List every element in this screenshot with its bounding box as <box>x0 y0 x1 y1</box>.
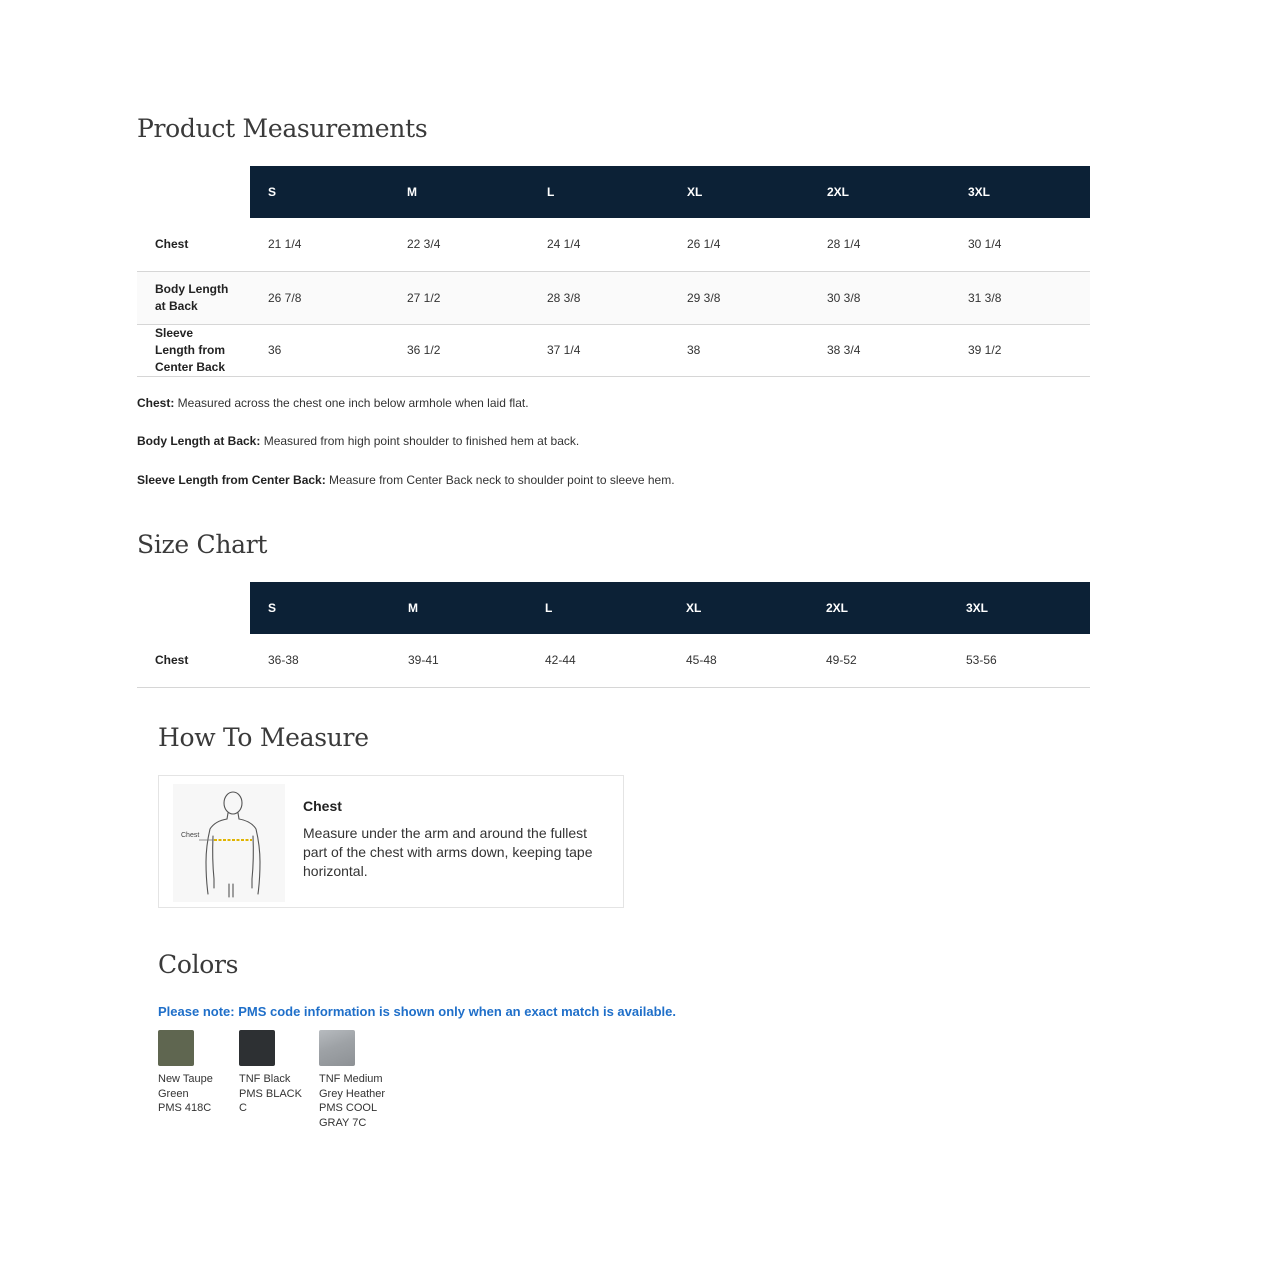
note-term: Sleeve Length from Center Back: <box>137 473 326 487</box>
measure-item-title: Chest <box>303 798 342 814</box>
swatch-color[interactable] <box>158 1030 194 1066</box>
swatch-name-line: Grey Heather <box>319 1087 386 1100</box>
table-cell: 28 3/8 <box>529 271 669 324</box>
swatch-pms-line: PMS BLACK <box>239 1087 302 1100</box>
table-cell: 38 <box>669 324 809 376</box>
table-cell: 31 3/8 <box>950 271 1090 324</box>
table-header-row <box>137 582 1090 634</box>
size-header-s: S <box>250 582 390 634</box>
swatch-label <box>158 1072 230 1116</box>
table-cell: 53-56 <box>948 634 1090 687</box>
swatch-label <box>319 1072 391 1130</box>
size-header-3xl: 3XL <box>948 582 1090 634</box>
swatch-pms-line: PMS 418C <box>158 1102 212 1114</box>
pms-note: Please note: PMS code information is shown only when an exact match is available. <box>158 1004 676 1019</box>
swatch-name-line: TNF Medium <box>319 1073 383 1085</box>
table-cell: 39 1/2 <box>950 324 1090 376</box>
table-cell: 38 3/4 <box>809 324 950 376</box>
table-row <box>137 324 1090 376</box>
size-header-xl: XL <box>669 166 809 218</box>
table-header-row <box>137 166 1090 218</box>
note-sleeve-length <box>137 473 675 487</box>
header-blank-cell <box>137 582 250 634</box>
body-figure-icon <box>173 784 285 902</box>
table-cell: 30 3/8 <box>809 271 950 324</box>
size-header-l: L <box>527 582 668 634</box>
color-swatch-tnf-medium-grey-heather[interactable] <box>319 1030 391 1130</box>
note-text: Measure from Center Back neck to shoulder point to sleeve hem. <box>325 473 675 487</box>
size-header-xl: XL <box>668 582 808 634</box>
size-header-s: S <box>250 166 389 218</box>
table-cell: 36 1/2 <box>389 324 529 376</box>
table-cell: 29 3/8 <box>669 271 809 324</box>
swatch-name-line: New Taupe <box>158 1073 213 1085</box>
table-cell: 36 <box>250 324 389 376</box>
note-text: Measured across the chest one inch below armhole when laid flat. <box>174 396 529 410</box>
note-chest <box>137 396 529 410</box>
note-term: Body Length at Back: <box>137 434 261 448</box>
table-cell: 22 3/4 <box>389 218 529 271</box>
swatch-pms-line: GRAY 7C <box>319 1116 367 1129</box>
table-cell: 45-48 <box>668 634 808 687</box>
product-measurements-heading: Product Measurements <box>137 114 428 143</box>
row-label-sleeve-length: Sleeve Length from Center Back <box>137 324 250 376</box>
size-header-2xl: 2XL <box>808 582 948 634</box>
color-swatch-new-taupe-green[interactable] <box>158 1030 230 1116</box>
measure-item-text: Measure under the arm and around the fullest part of the chest with arms down, keeping tape horizontal. <box>303 825 593 879</box>
swatch-color[interactable] <box>239 1030 275 1066</box>
size-header-m: M <box>389 166 529 218</box>
table-cell: 39-41 <box>390 634 527 687</box>
table-cell: 37 1/4 <box>529 324 669 376</box>
swatch-name-line: TNF Black <box>239 1073 291 1085</box>
swatch-label <box>239 1072 311 1116</box>
product-measurements-table <box>137 166 1090 377</box>
swatch-name-line: Green <box>158 1087 189 1100</box>
table-cell: 28 1/4 <box>809 218 950 271</box>
table-cell: 36-38 <box>250 634 390 687</box>
size-header-2xl: 2XL <box>809 166 950 218</box>
table-cell: 26 7/8 <box>250 271 389 324</box>
table-cell: 21 1/4 <box>250 218 389 271</box>
size-header-m: M <box>390 582 527 634</box>
note-body-length <box>137 434 579 448</box>
table-row <box>137 271 1090 324</box>
row-label-body-length: Body Length at Back <box>137 271 250 324</box>
table-cell: 30 1/4 <box>950 218 1090 271</box>
header-blank-cell <box>137 166 250 218</box>
figure-chest-label: Chest <box>181 832 200 839</box>
table-cell: 24 1/4 <box>529 218 669 271</box>
size-chart-heading: Size Chart <box>137 530 268 559</box>
table-row <box>137 218 1090 271</box>
row-label-chest: Chest <box>137 634 250 687</box>
table-row <box>137 634 1090 687</box>
color-swatch-tnf-black[interactable] <box>239 1030 311 1116</box>
swatch-pms-line: PMS COOL <box>319 1102 378 1114</box>
note-term: Chest: <box>137 396 175 410</box>
table-cell: 27 1/2 <box>389 271 529 324</box>
row-label-chest: Chest <box>137 218 250 271</box>
colors-heading: Colors <box>158 950 239 979</box>
swatch-pms-line: C <box>239 1102 247 1114</box>
table-cell: 49-52 <box>808 634 948 687</box>
how-to-measure-heading: How To Measure <box>158 723 369 752</box>
table-cell: 26 1/4 <box>669 218 809 271</box>
table-cell: 42-44 <box>527 634 668 687</box>
swatch-color[interactable] <box>319 1030 355 1066</box>
size-chart-table <box>137 582 1090 688</box>
note-text: Measured from high point shoulder to finished hem at back. <box>260 434 580 448</box>
measure-card <box>158 775 624 908</box>
size-header-l: L <box>529 166 669 218</box>
size-header-3xl: 3XL <box>950 166 1090 218</box>
